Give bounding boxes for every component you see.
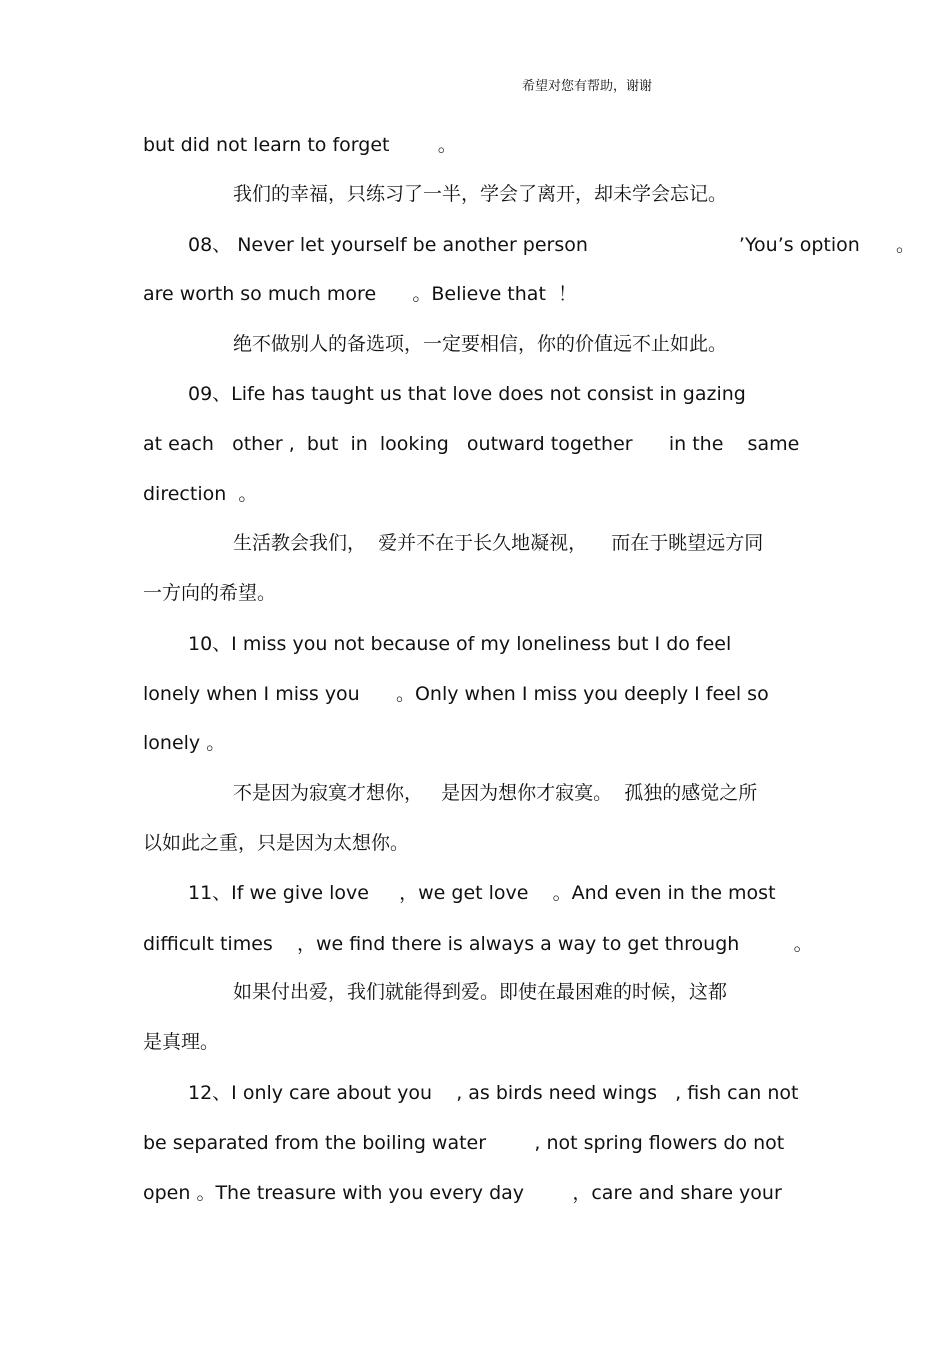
text-line: 12、I only care about you , as birds need wings , fish can not <box>188 1082 799 1104</box>
text-line: 是真理。 <box>143 1031 220 1053</box>
text-line: 我们的幸福，只练习了一半，学会了离开，却未学会忘记。 <box>233 183 728 205</box>
text-line: direction 。 <box>143 483 258 505</box>
text-line: 不是因为寂寞才想你， 是因为想你才寂寞。 孤独的感觉之所 <box>233 782 758 804</box>
text-line: 一方向的希望。 <box>143 582 277 604</box>
text-line: open 。The treasure with you every day ，care and share your <box>143 1182 782 1204</box>
text-line: 以如此之重，只是因为太想你。 <box>143 832 410 854</box>
text-line: 08、 Never let yourself be another person ’You’s option 。 <box>188 234 916 256</box>
page-header: 希望对您有帮助，谢谢 <box>522 79 653 94</box>
text-line: lonely when I miss you 。Only when I miss you deeply I feel so <box>143 683 769 705</box>
text-line: 绝不做别人的备选项，一定要相信，你的价值远不止如此。 <box>233 333 728 355</box>
text-line: be separated from the boiling water , not spring flowers do not <box>143 1132 785 1154</box>
text-line: lonely 。 <box>143 732 226 754</box>
text-line: are worth so much more 。Believe that ！ <box>143 283 577 305</box>
text-line: 如果付出爱，我们就能得到爱。即使在最困难的时候，这都 <box>233 981 728 1003</box>
text-line: 11、If we give love ，we get love 。And even in the most <box>188 882 776 904</box>
text-line: but did not learn to forget 。 <box>143 134 457 156</box>
text-line: 09、Life has taught us that love does not consist in gazing <box>188 383 746 405</box>
text-line: at each other , but in looking outward together in the same <box>143 433 800 455</box>
text-line: difficult times ，we find there is always a way to get through 。 <box>143 933 813 955</box>
text-line: 生活教会我们， 爱并不在于长久地凝视， 而在于眺望远方同 <box>233 532 764 554</box>
text-line: 10、I miss you not because of my loneliness but I do feel <box>188 633 732 655</box>
